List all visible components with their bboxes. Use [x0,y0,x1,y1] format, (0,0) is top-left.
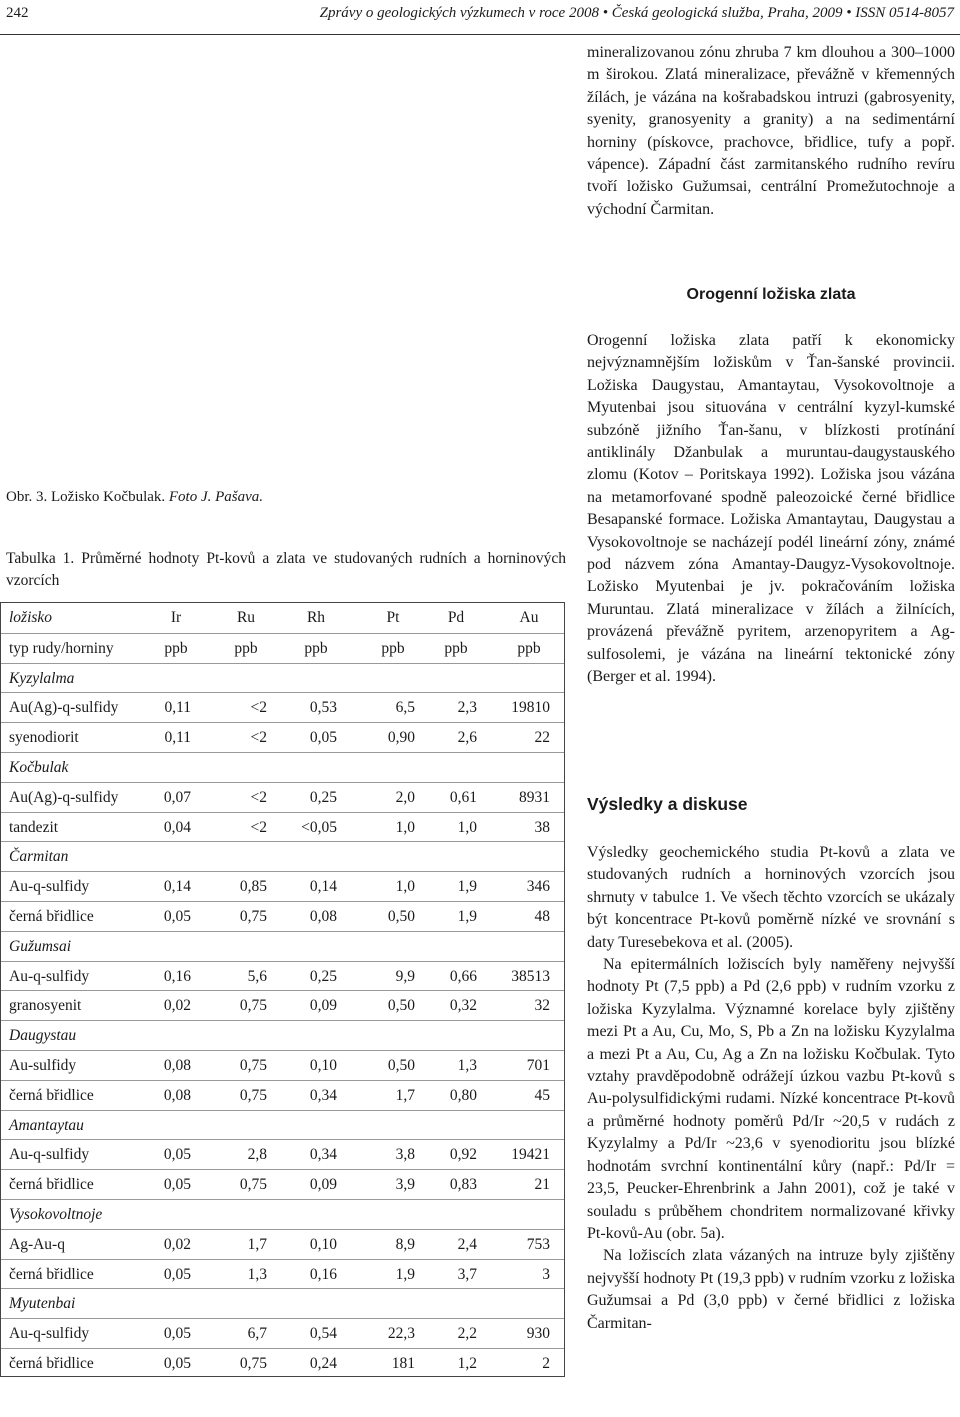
value-cell: 38513 [511,967,550,985]
value-cell: <2 [250,699,267,717]
value-cell: 2 [542,1355,550,1372]
table-header-cell: ppb [517,639,541,657]
value-cell: 0,66 [449,967,477,985]
value-cell: 701 [526,1057,550,1074]
value-cell: 0,50 [387,1057,415,1074]
value-cell: 0,50 [387,997,415,1015]
value-cell: 0,09 [309,997,337,1015]
sample-type-cell: černá břidlice [9,908,94,925]
sample-type-cell: černá břidlice [9,1355,94,1372]
value-cell: 0,05 [309,729,337,747]
table-header-cell: Au [519,609,539,626]
value-cell: 346 [526,878,550,896]
table-row [1,901,564,932]
value-cell: 0,10 [309,1235,337,1253]
value-cell: 0,07 [163,788,191,806]
deposit-name: Kočbulak [9,759,69,776]
table-header-cell: Pd [447,609,465,626]
value-cell: 3 [542,1265,550,1283]
sample-type-cell: Au-q-sulfidy [9,1325,90,1343]
value-cell: 0,53 [309,699,337,717]
value-cell: 0,16 [309,1265,337,1283]
figure-caption-text: Obr. 3. Ložisko Kočbulak. [6,489,166,505]
table-row [1,961,564,992]
text-column-orogenic [587,330,955,689]
table-header-cell: Rh [306,609,326,626]
value-cell: 1,0 [395,878,415,896]
value-cell: 0,04 [163,818,191,836]
table-row [1,782,564,813]
value-cell: 0,05 [163,1325,191,1343]
value-cell: 0,34 [309,1086,337,1104]
value-cell: 22,3 [387,1325,415,1343]
table-group-row [1,1288,564,1319]
value-cell: 0,10 [309,1057,337,1074]
sample-type-cell: Au(Ag)-q-sulfidy [9,699,119,717]
value-cell: 1,9 [457,908,477,925]
table-row [1,812,564,843]
value-cell: 0,50 [387,908,415,925]
deposit-name: Amantaytau [9,1116,84,1134]
sample-type-cell: černá břidlice [9,1265,94,1283]
paragraph-orogenic: Orogenní ložiska zlata patří k ekonomicky nejvýznamnějším ložiskům v Ťan-šanské provincii. Ložiska Daugystau, Amantaytau, Vysokovoltnoje a Myutenbai jsou situována v centrální kyzyl-kumské subzóně jižního Ťan-šanu, v blízkosti protínání antiklinály Džanbulak a muruntau-daugystauského zlomu (Kotov – Poritskaya 1992). Ložiska jsou vázána na metamorfované spodně paleozoické černé břidlice Besapanské formace. Ložiska Amantaytau, Daugystau a Vysokovoltnoje se nacházejí podél lineární zóny, známé pod názvem zóna Amantay-Daugyz-Vysokovoltnoje. Ložisko Myutenbai je jv. pokračováním ložiska Muruntau. Zlatá mineralizace v žílách a žilnících, provázená převážně pyritem, arzenopyritem a Ag-sulfosolemi, je vázána na lineární tektonické zóny (Berger et al. 1994). [587,332,955,686]
value-cell: 0,08 [309,908,337,925]
sample-type-cell: tandezit [9,818,59,836]
value-cell: 6,5 [395,699,415,717]
table-row [1,1348,564,1379]
value-cell: 0,92 [449,1146,477,1164]
journal-title: Zprávy o geologických výzkumech v roce 2008 • Česká geologická služba, Praha, 2009 • ISSN 0514-8057 [319,5,954,21]
value-cell: <2 [250,818,267,836]
table-group-row [1,663,564,694]
value-cell: 2,0 [395,788,415,806]
value-cell: 0,05 [163,908,191,925]
value-cell: 1,3 [247,1265,267,1283]
value-cell: 0,05 [163,1355,191,1372]
value-cell: 930 [526,1325,550,1343]
table-header-cell: typ rudy/horniny [9,639,114,657]
value-cell: 181 [391,1355,415,1372]
table-header-cell: ppb [304,639,328,657]
value-cell: 0,75 [239,1057,267,1074]
value-cell: 3,9 [395,1176,415,1194]
value-cell: 0,14 [163,878,191,896]
table-header-cell: ppb [444,639,468,657]
value-cell: 9,9 [395,967,415,985]
value-cell: <0,05 [301,818,337,836]
table-units-row [1,633,564,664]
sample-type-cell: Ag-Au-q [9,1235,65,1253]
value-cell: 2,6 [457,729,477,747]
value-cell: 0,25 [309,788,337,806]
value-cell: 0,90 [387,729,415,747]
sample-type-cell: Au-q-sulfidy [9,1146,90,1164]
value-cell: 1,7 [395,1086,415,1104]
deposit-name: Čarmitan [9,848,69,866]
table-group-row [1,1110,564,1141]
value-cell: 0,02 [163,1235,191,1253]
value-cell: 1,0 [395,818,415,836]
value-cell: 38 [534,818,550,836]
table-header-row [1,603,564,633]
table-group-row [1,752,564,783]
value-cell: 0,09 [309,1176,337,1194]
table-row [1,692,564,723]
value-cell: 0,05 [163,1146,191,1164]
value-cell: 1,0 [457,818,477,836]
figure-caption [6,489,263,506]
table-row [1,871,564,902]
value-cell: 0,14 [309,878,337,896]
figure-caption-credit: Foto J. Pašava. [168,489,264,505]
sample-type-cell: Au-q-sulfidy [9,967,90,985]
figure-photo-placeholder [0,36,575,480]
value-cell: 0,16 [163,967,191,985]
value-cell: 0,05 [163,1176,191,1194]
sample-type-cell: syenodiorit [9,729,79,747]
value-cell: 753 [526,1235,550,1253]
value-cell: 0,08 [163,1086,191,1104]
paragraph-results-3: Na ložiscích zlata vázaných na intruze byly zjištěny nejvyšší hodnoty Pt (19,3 ppb) v rudním vzorku z ložiska Gužumsai a Pd (3,0 ppb) v černé břidlici z ložiska Čarmitan- [587,1247,955,1332]
value-cell: 0,32 [449,997,477,1015]
sample-type-cell: Au-q-sulfidy [9,878,90,896]
table-header-cell: ložisko [9,609,53,626]
value-cell: 0,02 [163,997,191,1015]
table-group-row [1,1020,564,1051]
data-table [0,602,565,1377]
table-group-row [1,931,564,962]
value-cell: 0,61 [449,788,477,806]
value-cell: 48 [534,908,550,925]
sample-type-cell: černá břidlice [9,1176,94,1194]
sample-type-cell: Au(Ag)-q-sulfidy [9,788,119,806]
table-row [1,722,564,753]
deposit-name: Daugystau [9,1027,77,1045]
value-cell: 0,75 [239,1176,267,1194]
paragraph-results-1: Výsledky geochemického studia Pt-kovů a zlata ve studovaných rudních a horninových vzorcích jsou shrnuty v tabulce 1. Ve všech těchto vzorcích se ukázaly být koncentrace Pt-kovů poměrně nízké ve srovnání s daty Turesebekova et al. (2005). [587,844,955,951]
table-row [1,1169,564,1200]
value-cell: 21 [534,1176,550,1194]
table-header-cell: ppb [164,639,188,657]
table-row [1,990,564,1021]
value-cell: 0,24 [309,1355,337,1372]
table-row [1,1318,564,1349]
value-cell: 1,7 [247,1235,267,1253]
sample-type-cell: černá břidlice [9,1086,94,1104]
value-cell: 0,34 [309,1146,337,1164]
table-caption: Tabulka 1. Průměrné hodnoty Pt-kovů a zlata ve studovaných rudních a horninových vzorcích [6,550,566,589]
sample-type-cell: granosyenit [9,997,82,1015]
table-header-cell: ppb [381,639,405,657]
paragraph-results-2: Na epitermálních ložiscích byly naměřeny nejvyšší hodnoty Pt (7,5 ppb) a Pd (2,6 ppb) v rudním vzorku z ložiska Kyzylalma. Významné korelace byly zjištěny mezi Pt a Au, Cu, Mo, S, Pb a Zn na ložisku Kyzylalma a mezi Pt a Au, Cu, Ag a Zn na ložisku Kočbulak. Tyto vztahy pravděpodobně odrážejí úzkou vazbu Pt-kovů s Au-polysulfidickými rudami. Nízké koncentrace Pt-kovů a průměrné hodnoty poměrů Pd/Ir ~20,5 v rudách z Kyzylalmy a Pd/Ir ~23,6 v syenodioritu jsou blízké hodnotám svrchní kontinentální kůry (např.: Pd/Ir = 23,5, Peucker-Ehrenbrink a Jahn 2001), což je také v souladu s průběhem chondritem normalizované křivky Pt-kovů-Au (obr. 5a). [587,956,955,1242]
value-cell: 0,54 [309,1325,337,1343]
value-cell: 1,9 [395,1265,415,1283]
value-cell: <2 [250,729,267,747]
table-row [1,1050,564,1081]
value-cell: 2,3 [457,699,477,717]
table-group-row [1,1199,564,1230]
table-header-cell: Ru [236,609,256,626]
table-header-cell: ppb [234,639,258,657]
value-cell: 0,75 [239,908,267,925]
value-cell: 2,8 [247,1146,267,1164]
value-cell: 19421 [511,1146,550,1164]
value-cell: 3,8 [395,1146,415,1164]
value-cell: 0,05 [163,1265,191,1283]
text-column-results [587,842,955,1335]
table-row [1,1259,564,1290]
value-cell: 2,2 [457,1325,477,1343]
value-cell: 1,2 [457,1355,477,1372]
section-heading-orogenic: Orogenní ložiska zlata [686,286,856,303]
section-heading-results: Výsledky a diskuse [587,794,748,814]
deposit-name: Myutenbai [9,1295,76,1313]
deposit-name: Kyzylalma [9,669,75,687]
value-cell: 0,75 [239,997,267,1015]
sample-type-cell: Au-sulfidy [9,1057,77,1074]
table-row [1,1080,564,1111]
value-cell: 0,11 [164,729,191,747]
value-cell: 5,6 [247,967,267,985]
value-cell: 0,25 [309,967,337,985]
value-cell: 8,9 [395,1235,415,1253]
value-cell: 0,11 [164,699,191,717]
running-header [0,0,960,35]
deposit-name: Vysokovoltnoje [9,1206,103,1223]
paragraph-intro: mineralizovanou zónu zhruba 7 km dlouhou a 300–1000 m širokou. Zlatá mineralizace, převážně v křemenných žílách, je vázána na košrabadskou intruzi (gabrosyenity, syenity, granosyenity a granity) a na sedimentární horniny (pískovce, prachovce, břidlice, tufy a popř. vápence). Západní část zarmitanského rudního revíru tvoří ložisko Gužumsai, centrální Promežutochnoje a východní Čarmitan. [587,44,955,218]
value-cell: 0,80 [449,1086,477,1104]
value-cell: 32 [534,997,550,1015]
value-cell: 1,3 [457,1057,477,1074]
value-cell: 0,75 [239,1086,267,1104]
value-cell: 2,4 [457,1235,477,1253]
value-cell: 19810 [511,699,550,717]
value-cell: 0,75 [239,1355,267,1372]
value-cell: 1,9 [457,878,477,896]
text-column-top [587,42,955,221]
value-cell: 22 [534,729,550,747]
value-cell: 8931 [519,788,550,806]
table-header-cell: Ir [170,609,182,626]
value-cell: 0,83 [449,1176,477,1194]
value-cell: 0,08 [163,1057,191,1074]
deposit-name: Gužumsai [9,937,72,955]
value-cell: 3,7 [457,1265,477,1283]
page-number: 242 [6,5,29,21]
table-group-row [1,841,564,872]
value-cell: 45 [534,1086,550,1104]
value-cell: 6,7 [247,1325,267,1343]
table-row [1,1229,564,1260]
table-header-cell: Pt [386,609,400,626]
value-cell: 0,85 [239,878,267,896]
table-row [1,1139,564,1170]
value-cell: <2 [250,788,267,806]
